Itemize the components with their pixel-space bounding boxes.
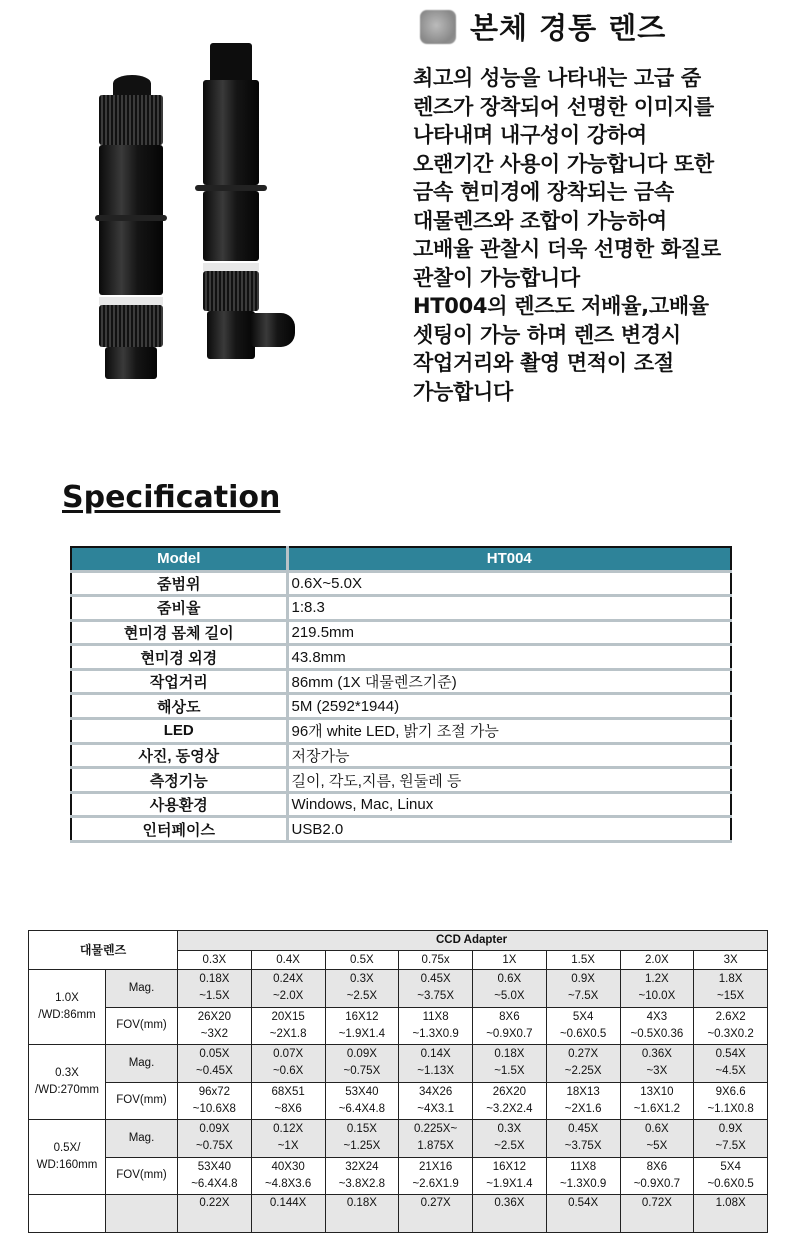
spec-row	[71, 792, 731, 817]
mag-cell: 0.54X ~4.5X	[694, 1045, 768, 1083]
spec-row	[71, 719, 731, 744]
mag-cell: 1.2X ~10.0X	[620, 970, 694, 1008]
mag-table-row	[29, 1120, 768, 1158]
spec-value: 길이, 각도,지름, 원둘레 등	[287, 768, 731, 793]
spec-value: 219.5mm	[287, 620, 731, 645]
mag-cell: 0.45X ~3.75X	[399, 970, 473, 1008]
mag-cell: 0.27X	[399, 1195, 473, 1233]
adapter-col-header: 0.4X	[251, 951, 325, 970]
spec-value: 86mm (1X 대물렌즈기준)	[287, 669, 731, 694]
spec-table	[70, 546, 732, 843]
mag-cell: 0.24X ~2.0X	[251, 970, 325, 1008]
spec-label: 현미경 몸체 길이	[71, 620, 287, 645]
objective-lens-label: 0.5X/ WD:160mm	[29, 1120, 106, 1195]
fov-cell: 2.6X2 ~0.3X0.2	[694, 1007, 768, 1045]
fov-cell: 8X6 ~0.9X0.7	[473, 1007, 547, 1045]
fov-cell: 16X12 ~1.9X1.4	[473, 1157, 547, 1195]
fov-cell: 8X6 ~0.9X0.7	[620, 1157, 694, 1195]
spec-row	[71, 645, 731, 670]
fov-cell: 9X6.6 ~1.1X0.8	[694, 1082, 768, 1120]
mag-cell: 0.54X	[546, 1195, 620, 1233]
fov-cell: 32X24 ~3.8X2.8	[325, 1157, 399, 1195]
mag-cell: 0.3X ~2.5X	[325, 970, 399, 1008]
mag-cell: 0.05X ~0.45X	[178, 1045, 252, 1083]
product-photo-zoom-lenses	[85, 35, 315, 395]
spec-header-model: Model	[71, 547, 287, 571]
mag-label	[106, 1195, 178, 1233]
objective-lens-label: 0.3X /WD:270mm	[29, 1045, 106, 1120]
mag-cell: 1.08X	[694, 1195, 768, 1233]
spec-row	[71, 596, 731, 621]
spec-row	[71, 669, 731, 694]
fov-cell: 68X51 ~8X6	[251, 1082, 325, 1120]
mag-table-row	[29, 1045, 768, 1083]
fov-cell: 13X10 ~1.6X1.2	[620, 1082, 694, 1120]
fov-label: FOV(mm)	[106, 1157, 178, 1195]
fov-cell: 26X20 ~3.2X2.4	[473, 1082, 547, 1120]
magnification-table	[28, 930, 768, 1233]
mag-cell: 0.45X ~3.75X	[546, 1120, 620, 1158]
spec-value: Windows, Mac, Linux	[287, 792, 731, 817]
mag-cell: 0.07X ~0.6X	[251, 1045, 325, 1083]
product-description: 최고의 성능을 나타내는 고급 줌 렌즈가 장착되어 선명한 이미지를 나타내며 내구성이 강하여 오랜기간 사용이 가능합니다 또한 금속 현미경에 장착되는 금속 대물렌즈와 조합이 가능하여 고배율 관찰시 더욱 선명한 화질로 관찰이 가능합니다 HT004의 렌즈도 저배율,고배율 셋팅이 가능 하며 렌즈 변경시 작업거리와 촬영 면적이 조절 가능합니다	[413, 66, 721, 404]
spec-row	[71, 743, 731, 768]
objective-lens-label	[29, 1195, 106, 1233]
spec-value: 저장가능	[287, 743, 731, 768]
mag-cell: 0.144X	[251, 1195, 325, 1233]
mag-cell: 0.15X ~1.25X	[325, 1120, 399, 1158]
mag-cell: 0.14X ~1.13X	[399, 1045, 473, 1083]
spec-label: 현미경 외경	[71, 645, 287, 670]
fov-label: FOV(mm)	[106, 1082, 178, 1120]
spec-label: LED	[71, 719, 287, 744]
adapter-col-header: 0.75x	[399, 951, 473, 970]
objective-lens-header: 대물렌즈	[29, 931, 178, 970]
fov-cell: 5X4 ~0.6X0.5	[694, 1157, 768, 1195]
spec-label: 사용환경	[71, 792, 287, 817]
spec-row	[71, 768, 731, 793]
spec-value: 0.6X~5.0X	[287, 571, 731, 596]
mag-cell: 0.9X ~7.5X	[694, 1120, 768, 1158]
spec-label: 작업거리	[71, 669, 287, 694]
mag-cell: 0.36X ~3X	[620, 1045, 694, 1083]
mag-cell: 0.72X	[620, 1195, 694, 1233]
adapter-col-header: 0.5X	[325, 951, 399, 970]
spec-header-row	[71, 547, 731, 571]
mag-cell: 0.36X	[473, 1195, 547, 1233]
specification-heading: Specification	[62, 480, 281, 515]
fov-cell: 40X30 ~4.8X3.6	[251, 1157, 325, 1195]
objective-lens-label: 1.0X /WD:86mm	[29, 970, 106, 1045]
fov-cell: 11X8 ~1.3X0.9	[399, 1007, 473, 1045]
mag-table-row	[29, 1082, 768, 1120]
mag-label: Mag.	[106, 970, 178, 1008]
mag-cell: 0.09X ~0.75X	[325, 1045, 399, 1083]
fov-cell: 18X13 ~2X1.6	[546, 1082, 620, 1120]
fov-cell: 53X40 ~6.4X4.8	[178, 1157, 252, 1195]
fov-cell: 16X12 ~1.9X1.4	[325, 1007, 399, 1045]
fov-cell: 53X40 ~6.4X4.8	[325, 1082, 399, 1120]
spec-row	[71, 571, 731, 596]
spec-value: USB2.0	[287, 817, 731, 842]
spec-label: 측정기능	[71, 768, 287, 793]
fov-cell: 21X16 ~2.6X1.9	[399, 1157, 473, 1195]
spec-row	[71, 620, 731, 645]
square-bullet-icon	[420, 10, 456, 44]
adapter-col-header: 3X	[694, 951, 768, 970]
mag-label: Mag.	[106, 1120, 178, 1158]
spec-label: 사진, 동영상	[71, 743, 287, 768]
spec-row	[71, 694, 731, 719]
adapter-col-header: 0.3X	[178, 951, 252, 970]
spec-header-value: HT004	[287, 547, 731, 571]
mag-cell: 0.22X	[178, 1195, 252, 1233]
fov-cell: 11X8 ~1.3X0.9	[546, 1157, 620, 1195]
fov-cell: 96x72 ~10.6X8	[178, 1082, 252, 1120]
spec-label: 해상도	[71, 694, 287, 719]
spec-value: 5M (2592*1944)	[287, 694, 731, 719]
spec-value: 96개 white LED, 밝기 조절 가능	[287, 719, 731, 744]
mag-cell: 0.6X ~5X	[620, 1120, 694, 1158]
mag-cell: 0.18X	[325, 1195, 399, 1233]
mag-cell: 0.9X ~7.5X	[546, 970, 620, 1008]
adapter-col-header: 1.5X	[546, 951, 620, 970]
mag-cell: 0.3X ~2.5X	[473, 1120, 547, 1158]
spec-label: 줌비율	[71, 596, 287, 621]
mag-cell: 0.12X ~1X	[251, 1120, 325, 1158]
mag-label: Mag.	[106, 1045, 178, 1083]
mag-cell: 0.09X ~0.75X	[178, 1120, 252, 1158]
mag-cell: 0.27X ~2.25X	[546, 1045, 620, 1083]
fov-cell: 4X3 ~0.5X0.36	[620, 1007, 694, 1045]
fov-cell: 34X26 ~4X3.1	[399, 1082, 473, 1120]
spec-label: 인터페이스	[71, 817, 287, 842]
adapter-col-header: 2.0X	[620, 951, 694, 970]
mag-table-row-partial	[29, 1195, 768, 1233]
mag-cell: 0.6X ~5.0X	[473, 970, 547, 1008]
ccd-adapter-header: CCD Adapter	[178, 931, 768, 951]
mag-table-row	[29, 1157, 768, 1195]
spec-label: 줌범위	[71, 571, 287, 596]
mag-cell: 0.18X ~1.5X	[473, 1045, 547, 1083]
section-title: 본체 경통 렌즈	[470, 11, 667, 45]
spec-value: 1:8.3	[287, 596, 731, 621]
mag-table-row	[29, 1007, 768, 1045]
spec-value: 43.8mm	[287, 645, 731, 670]
adapter-col-header: 1X	[473, 951, 547, 970]
mag-table-row	[29, 970, 768, 1008]
fov-cell: 26X20 ~3X2	[178, 1007, 252, 1045]
mag-cell: 1.8X ~15X	[694, 970, 768, 1008]
fov-cell: 20X15 ~2X1.8	[251, 1007, 325, 1045]
mag-cell: 0.225X~ 1.875X	[399, 1120, 473, 1158]
spec-row	[71, 817, 731, 842]
mag-cell: 0.18X ~1.5X	[178, 970, 252, 1008]
fov-label: FOV(mm)	[106, 1007, 178, 1045]
fov-cell: 5X4 ~0.6X0.5	[546, 1007, 620, 1045]
